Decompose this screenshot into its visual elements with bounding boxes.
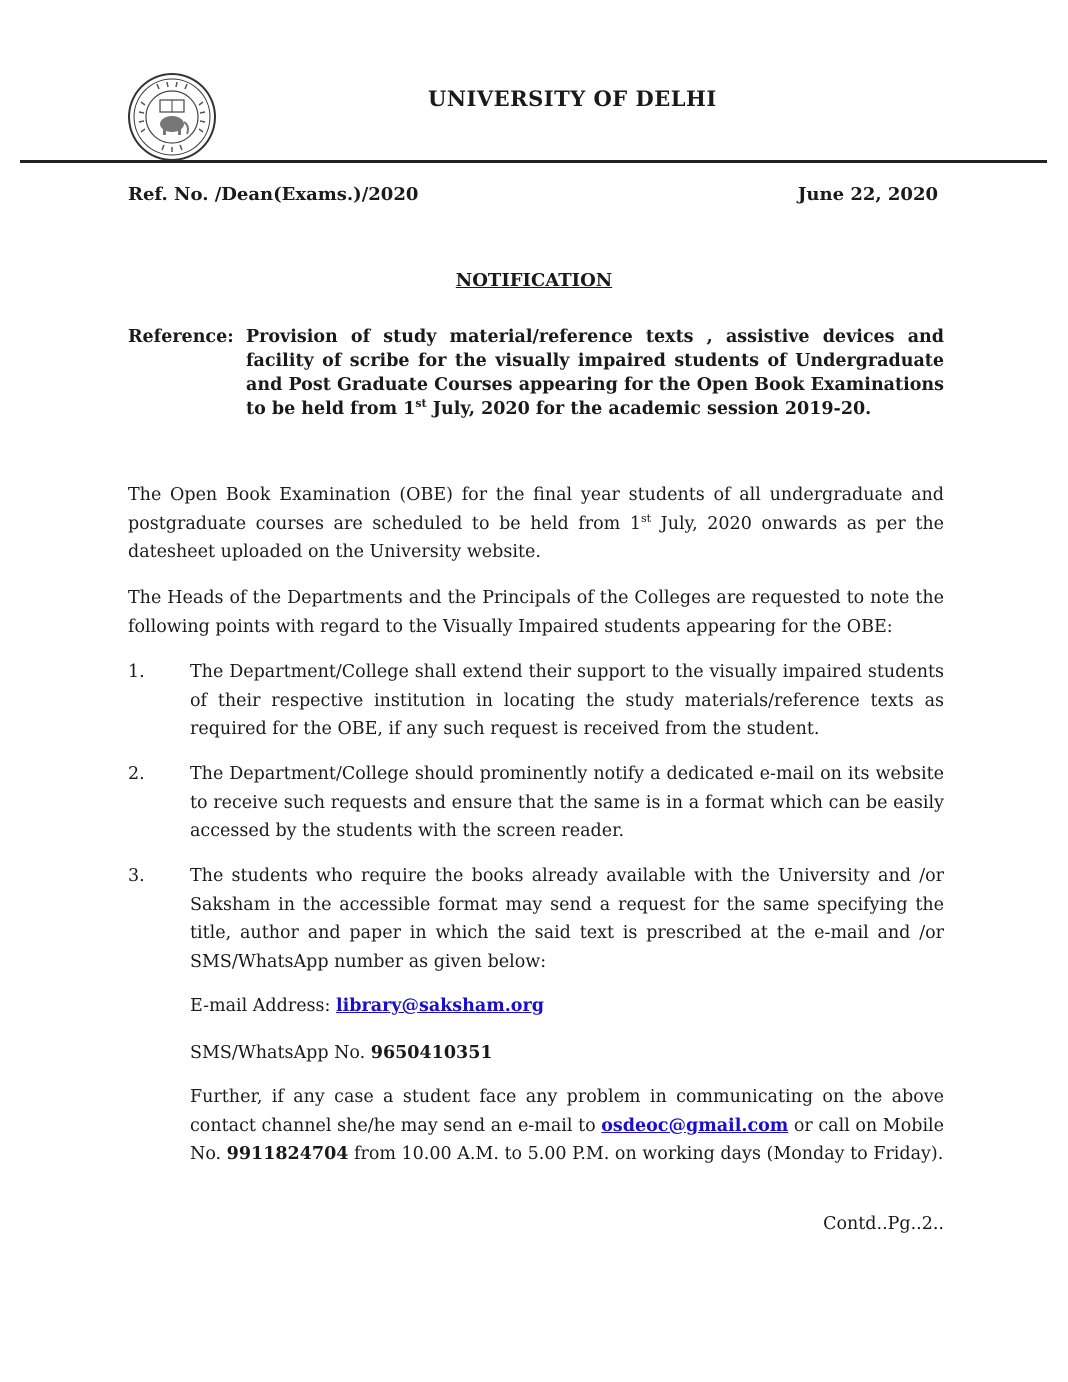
reference-number: Ref. No. /Dean(Exams.)/2020 — [128, 184, 419, 205]
document-date: June 22, 2020 — [797, 184, 938, 205]
paragraph-1-part2: July, 2020 onwards as per the datesheet uploaded on the University website. — [128, 513, 944, 562]
list-item-number: 3. — [128, 866, 145, 886]
list-item-text: The Department/College shall extend their support to the visually impaired students of their respective institution in locating the study materials/reference texts as required for the OBE, if any such request is received from the student. — [190, 662, 944, 739]
list-item — [128, 760, 944, 846]
reference-text-part1: Provision of study material/reference texts , assistive devices and facility of scribe for the visually impaired students of Undergraduate and Post Graduate Courses appearing for the Open Book Examinations to be held from 1 — [246, 327, 944, 419]
further-text-part3: from 10.00 A.M. to 5.00 P.M. on working days (Monday to Friday). — [348, 1144, 944, 1164]
list-item-text: The Department/College should prominently notify a dedicated e-mail on its website to receive such requests and ensure that the same is in a format which can be easily accessed by the students with the screen reader. — [190, 764, 944, 841]
list-item-text: The students who require the books already available with the University and /or Saksham in the accessible format may send a request for the same specifying the title, author and paper in which the said text is prescribed at the e-mail and /or SMS/WhatsApp number as given below: — [190, 866, 944, 972]
notification-title: NOTIFICATION — [455, 270, 613, 291]
email-label: E-mail Address: — [190, 996, 336, 1016]
reference-block — [128, 325, 944, 421]
further-text-part2: or call on Mobile No. — [190, 1115, 944, 1164]
reference-text — [246, 325, 944, 421]
saksham-email-link[interactable]: library@saksham.org — [335, 996, 544, 1016]
osdeoc-email-link[interactable]: osdeoc@gmail.com — [601, 1115, 789, 1136]
header-divider — [20, 160, 1047, 163]
list-item — [128, 862, 944, 976]
list-item-number: 1. — [128, 662, 145, 682]
reference-label: Reference: — [128, 327, 234, 347]
further-contact-paragraph — [190, 1083, 944, 1169]
mobile-number: 9911824704 — [226, 1144, 349, 1164]
paragraph-obe-schedule — [128, 481, 944, 567]
email-address-line — [190, 992, 944, 1021]
reference-superscript: st — [415, 397, 427, 411]
sms-label: SMS/WhatsApp No. — [190, 1043, 371, 1063]
list-item-number: 2. — [128, 764, 145, 784]
paragraph-heads-request: The Heads of the Departments and the Principals of the Colleges are requested to note the following points with regard to the Visually Impaired students appearing for the OBE: — [128, 588, 944, 637]
paragraph-1-part1: The Open Book Examination (OBE) for the final year students of all undergraduate and postgraduate courses are scheduled to be held from 1 — [128, 485, 944, 534]
sms-number: 9650410351 — [370, 1043, 493, 1063]
university-seal — [127, 72, 217, 162]
sms-whatsapp-line — [190, 1039, 944, 1068]
list-item — [128, 658, 944, 744]
reference-text-part2: July, 2020 for the academic session 2019-20. — [426, 399, 872, 419]
continued-note: Contd..Pg..2.. — [823, 1214, 944, 1234]
university-title: UNIVERSITY OF DELHI — [428, 86, 717, 111]
university-seal-icon — [127, 72, 217, 162]
paragraph-1-superscript: st — [641, 511, 652, 525]
further-text-part1: Further, if any case a student face any problem in communicating on the above contact channel she/he may send an e-mail to — [190, 1087, 944, 1136]
